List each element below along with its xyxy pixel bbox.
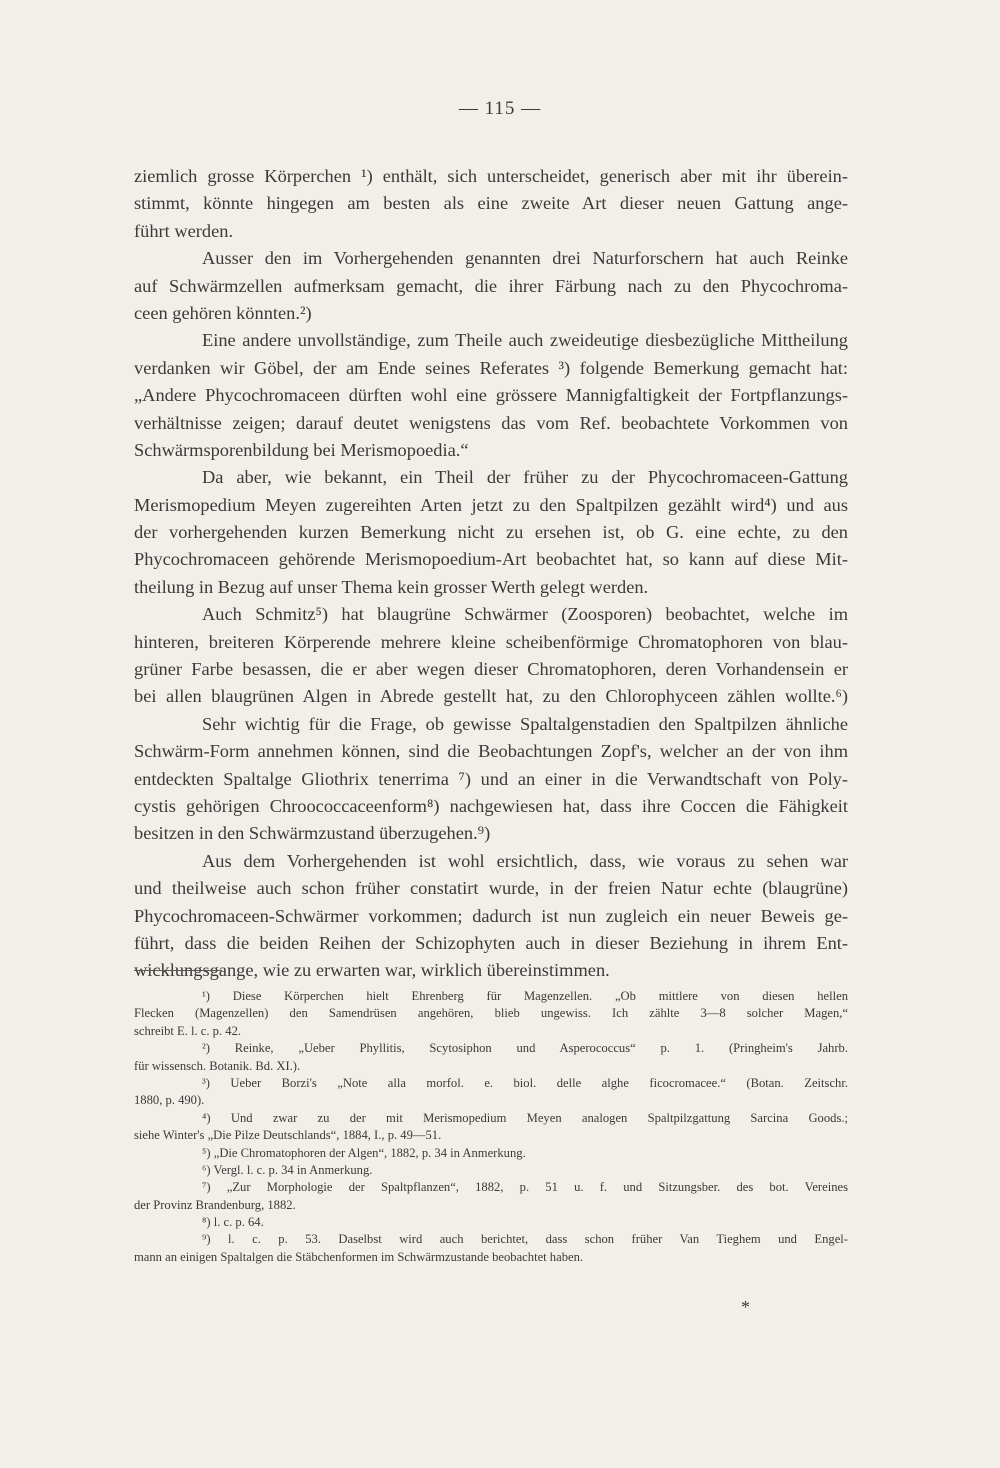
text-line: Eine andere unvollständige, zum Theile auch zweideutige diesbezügliche Mittheilung [202, 330, 848, 351]
text-line: Phycochromaceen gehörende Merismopoedium-Art beobachtet hat, so kann auf diese Mit- [134, 549, 848, 570]
text-line: Phycochromaceen-Schwärmer vorkommen; dadurch ist nun zugleich ein neuer Beweis ge- [134, 905, 848, 926]
footnote-line: schreibt E. l. c. p. 42. [134, 1023, 242, 1038]
text-line: auf Schwärmzellen aufmerksam gemacht, die ihrer Färbung nach zu den Phycochroma- [134, 275, 848, 296]
footnote-line: der Provinz Brandenburg, 1882. [134, 1197, 296, 1212]
footnote-line: ⁷) „Zur Morphologie der Spaltpflanzen“, 1882, p. 51 u. f. und Sitzungsber. des bot. Vereines [202, 1180, 848, 1195]
text-line: Ausser den im Vorhergehenden genannten drei Naturforschern hat auch Reinke [202, 248, 848, 269]
text-line: entdeckten Spaltalge Gliothrix tenerrima ⁷) und an einer in die Verwandtschaft von Poly- [134, 768, 848, 789]
footnote-line: ²) Reinke, „Ueber Phyllitis, Scytosiphon und Asperococcus“ p. 1. (Pringheim's Jahrb. [202, 1041, 848, 1056]
text-line: cystis gehörigen Chroococcaceenform⁸) nachgewiesen hat, dass ihre Coccen die Fähigkeit [134, 795, 848, 816]
text-line: besitzen in den Schwärmzustand überzugehen.⁹) [134, 823, 491, 844]
text-line: Da aber, wie bekannt, ein Theil der früher zu der Phycochromaceen-Gattung [202, 467, 848, 488]
text-line: Schwärmsporenbildung bei Merismopoedia.“ [134, 439, 469, 460]
text-line: Auch Schmitz⁵) hat blaugrüne Schwärmer (Zoosporen) beobachtet, welche im [202, 604, 848, 625]
footnote-line: ⁹) l. c. p. 53. Daselbst wird auch berichtet, dass schon früher Van Tieghem und Engel- [202, 1232, 848, 1247]
footnote-line: Flecken (Magenzellen) den Samendrüsen angehören, blieb ungewiss. Ich zählte 3—8 solcher Magen,“ [134, 1006, 848, 1021]
footnote-separator [134, 970, 222, 971]
main-text [134, 163, 848, 985]
footnote-line: für wissensch. Botanik. Bd. XI.). [134, 1058, 301, 1073]
text-line: hinteren, breiteren Körperende mehrere kleine scheibenförmige Chromatophoren von blau- [134, 631, 848, 652]
text-line: und theilweise auch schon früher constatirt wurde, in der freien Natur echte (blaugrüne) [134, 878, 848, 899]
text-line: grüner Farbe besassen, die er aber wegen dieser Chromatophoren, deren Vorhandensein er [134, 659, 848, 680]
footnotes [134, 988, 848, 1266]
text-line: Sehr wichtig für die Frage, ob gewisse Spaltalgenstadien den Spaltpilzen ähnliche [202, 713, 848, 734]
footnote-line: ⁵) „Die Chromatophoren der Algen“, 1882, p. 34 in Anmerkung. [202, 1145, 526, 1160]
text-line: ziemlich grosse Körperchen ¹) enthält, sich unterscheidet, generisch aber mit ihr überein- [134, 166, 848, 186]
text-line: führt werden. [134, 220, 234, 241]
footnote-line: ⁶) Vergl. l. c. p. 34 in Anmerkung. [202, 1162, 373, 1177]
text-line: wicklungsgange, wie zu erwarten war, wirklich übereinstimmen. [134, 960, 610, 981]
footnote-line: 1880, p. 490). [134, 1093, 205, 1108]
text-line: verdanken wir Göbel, der am Ende seines Referates ³) folgende Bemerkung gemacht hat: [134, 357, 848, 378]
text-line: Merismopedium Meyen zugereihten Arten jetzt zu den Spaltpilzen gezählt wird⁴) und aus [134, 494, 848, 515]
footnote-line: ⁴) Und zwar zu der mit Merismopedium Meyen analogen Spaltpilzgattung Sarcina Goods.; [202, 1110, 848, 1125]
text-line: „Andere Phycochromaceen dürften wohl eine grössere Mannigfaltigkeit der Fortpflanzungs- [134, 385, 848, 406]
text-line: ceen gehören könnten.²) [134, 302, 312, 323]
footnote-line: mann an einigen Spaltalgen die Stäbchenformen im Schwärmzustande beobachtet haben. [134, 1249, 584, 1264]
end-mark: * [741, 1297, 750, 1317]
footnote-line: ⁸) l. c. p. 64. [202, 1215, 264, 1230]
footnote-line: ¹) Diese Körperchen hielt Ehrenberg für Magenzellen. „Ob mittlere von diesen hellen [202, 989, 848, 1003]
text-line: theilung in Bezug auf unser Thema kein grosser Werth gelegt werden. [134, 576, 649, 597]
text-line: verhältnisse zeigen; darauf deutet wenigstens das vom Ref. beobachtete Vorkommen von [134, 412, 848, 433]
text-line: führt, dass die beiden Reihen der Schizophyten auch in dieser Beziehung in ihrem Ent- [134, 932, 848, 953]
footnote-line: siehe Winter's „Die Pilze Deutschlands“, 1884, I., p. 49—51. [134, 1128, 442, 1143]
text-line: stimmt, könnte hingegen am besten als eine zweite Art dieser neuen Gattung ange- [134, 193, 848, 214]
page-number: — 115 — [458, 98, 542, 119]
text-line: Aus dem Vorhergehenden ist wohl ersichtlich, dass, wie voraus zu sehen war [202, 850, 848, 871]
footnote-line: ³) Ueber Borzi's „Note alla morfol. e. biol. delle alghe ficocromacee.“ (Botan. Zeitschr. [202, 1075, 848, 1090]
text-line: der vorhergehenden kurzen Bemerkung nicht zu ersehen ist, ob G. eine echte, zu den [134, 522, 848, 543]
text-line: bei allen blaugrünen Algen in Abrede gestellt hat, zu den Chlorophyceen zählen wollte.⁶) [134, 686, 848, 707]
text-line: Schwärm-Form annehmen können, sind die Beobachtungen Zopf's, welcher an der von ihm [134, 741, 848, 762]
